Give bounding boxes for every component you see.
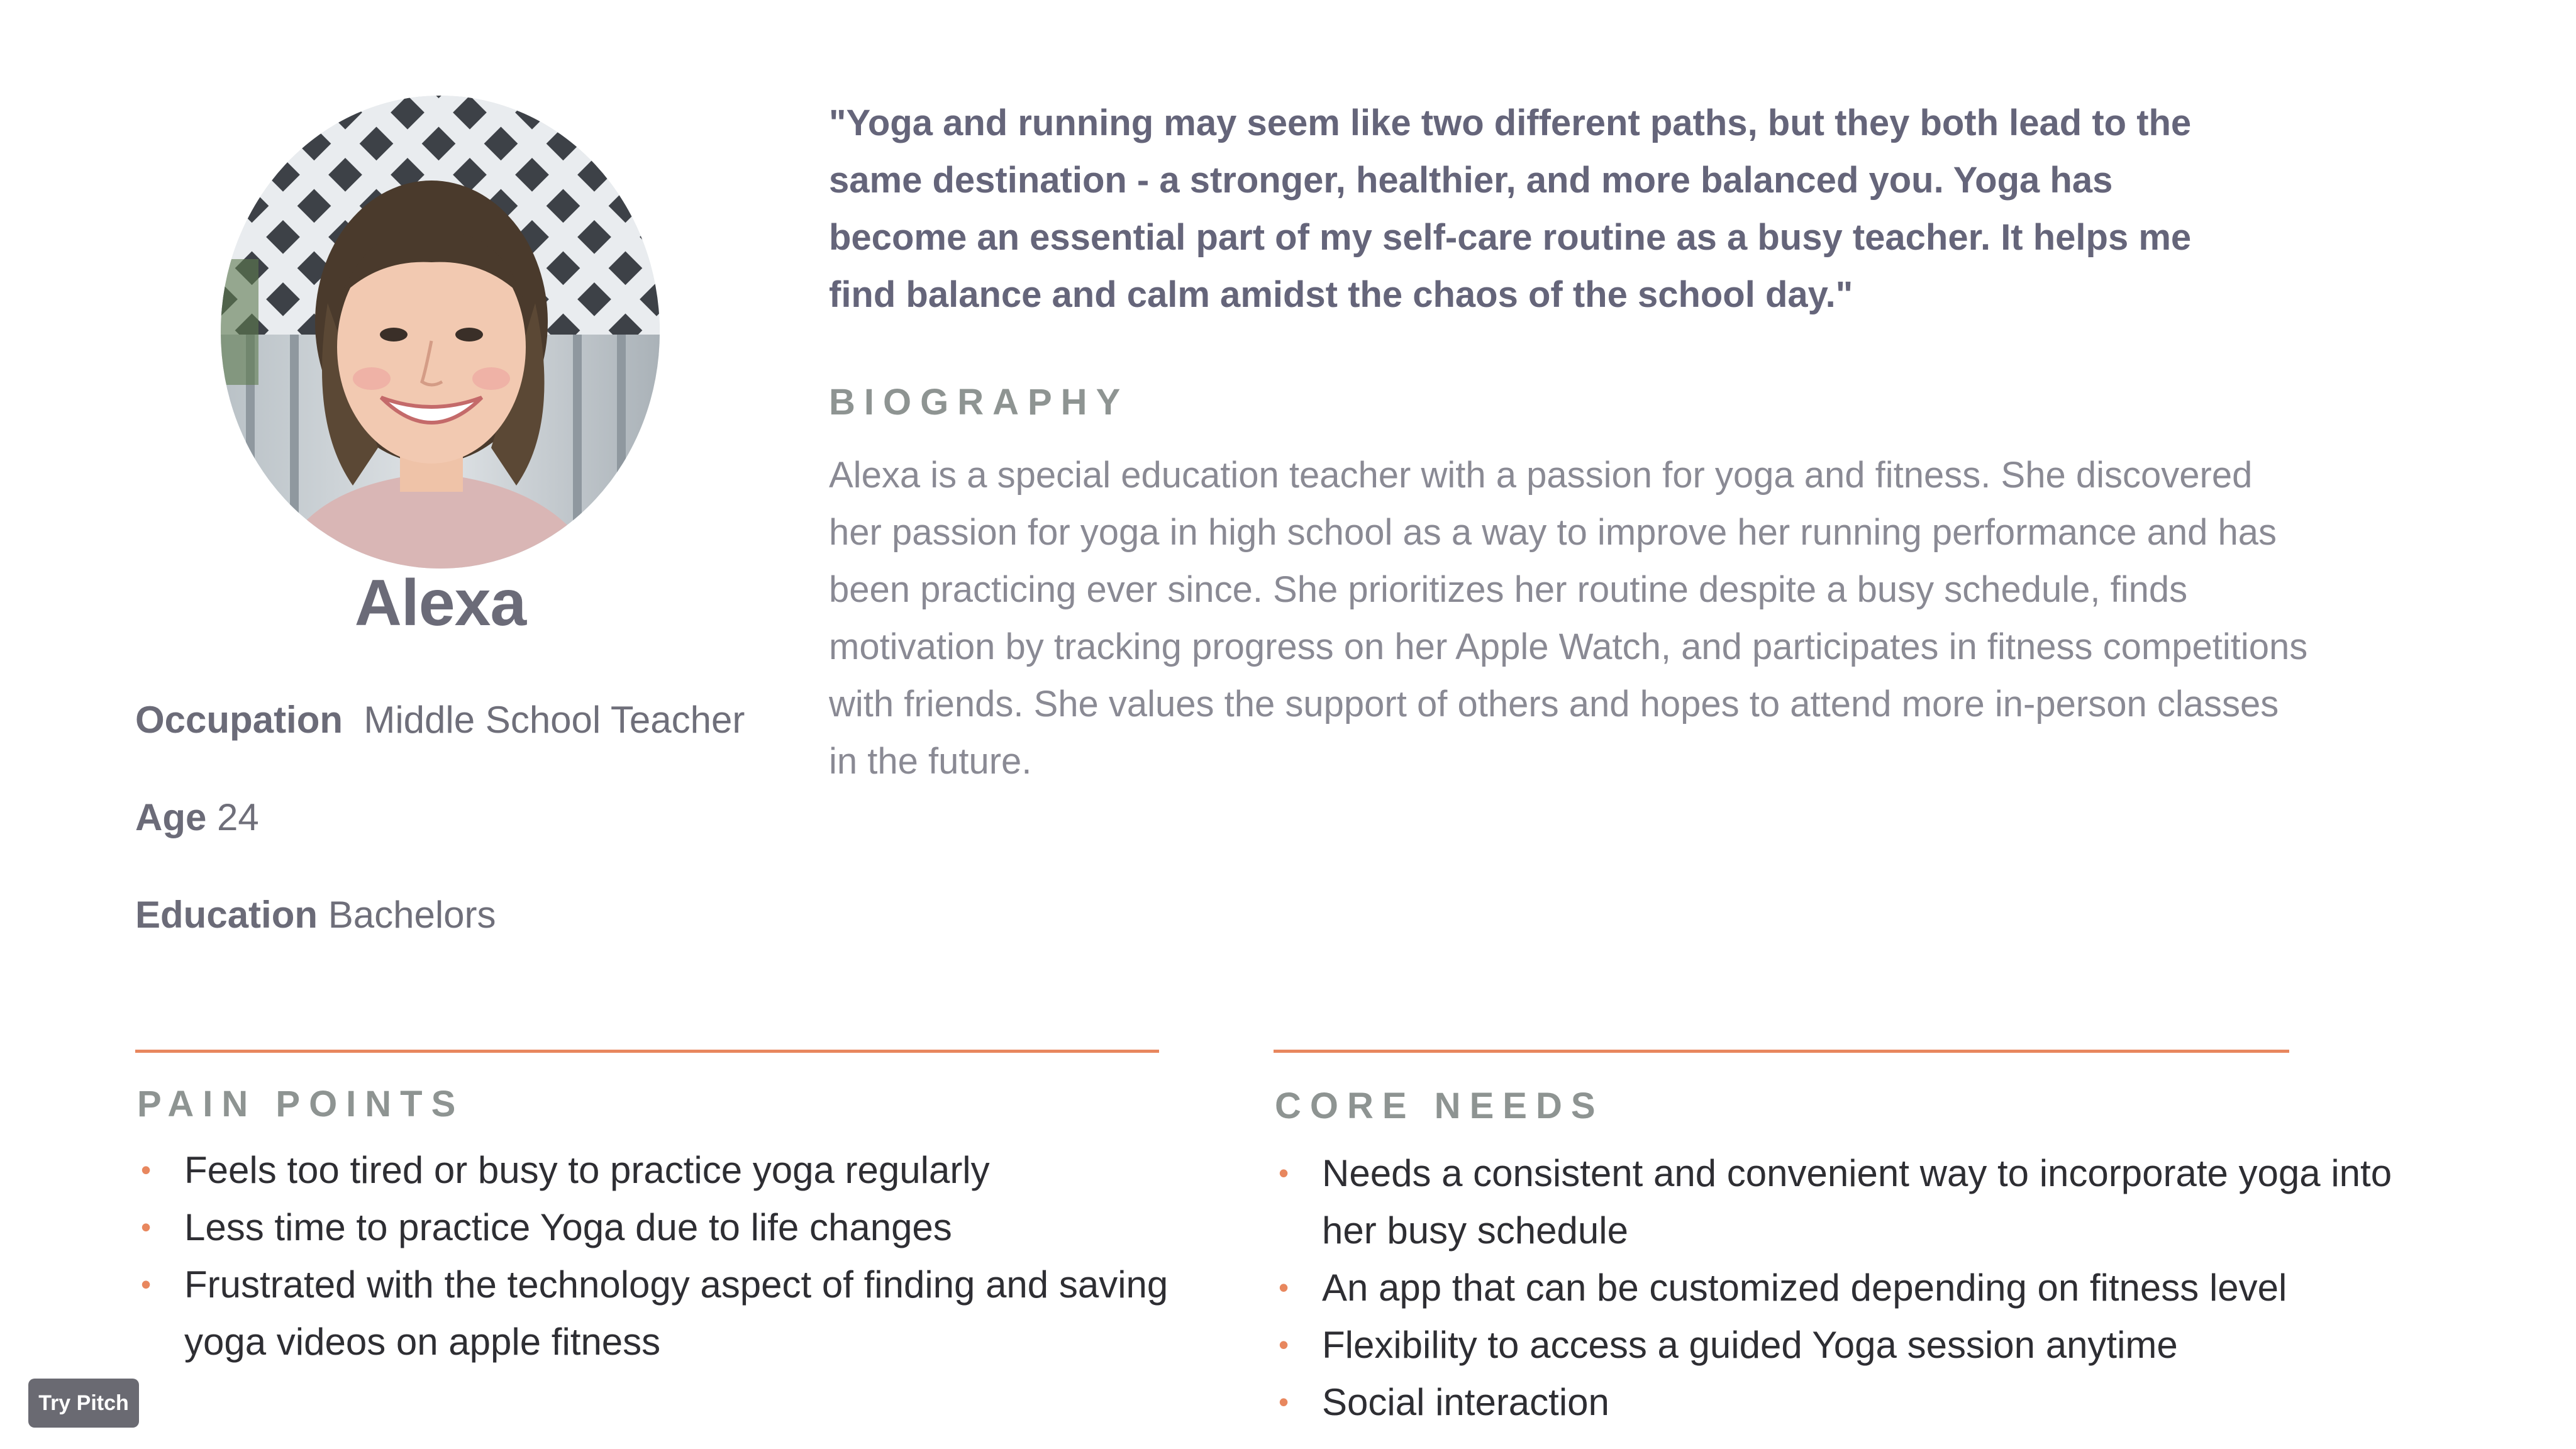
list-item [137,1256,1169,1370]
persona-photo [221,96,660,569]
list-item-text: Less time to practice Yoga due to life changes [184,1206,952,1248]
persona-name: Alexa [354,567,526,640]
list-item [1275,1316,2419,1374]
occupation-label: Occupation [135,699,343,741]
try-pitch-button[interactable]: Try Pitch [28,1379,139,1428]
core-needs-heading: CORE NEEDS [1275,1085,1604,1126]
core-needs-divider [1274,1050,2289,1053]
age-row [135,796,259,839]
bullet-icon: • [1279,1385,1289,1418]
person-photo-icon [221,96,660,569]
education-row [135,893,496,936]
bullet-icon: • [1279,1328,1289,1361]
list-item [1275,1145,2419,1259]
biography-heading: BIOGRAPHY [829,382,1130,423]
age-label: Age [135,796,207,838]
pain-points-heading: PAIN POINTS [137,1084,465,1124]
pain-points-divider [135,1050,1159,1053]
biography-text: Alexa is a special education teacher with a passion for yoga and fitness. She discovered her passion for yoga in high school as a way to improve her running performance and has been practicing ever since. She prioritizes her routine despite a busy schedule, finds motivation by tracking progress on her Apple Watch, and participates in fitness competitions with friends. She values the support of others and hopes to attend more in-person classes in the future. [829,455,2308,782]
list-item-text: Frustrated with the technology aspect of finding and saving yoga videos on apple fitness [184,1263,1169,1363]
bullet-icon: • [141,1268,152,1301]
core-needs-list [1275,1145,2419,1431]
list-item [1275,1259,2419,1316]
list-item [1275,1374,2419,1431]
bullet-icon: • [1279,1271,1289,1304]
education-value: Bachelors [328,894,496,936]
occupation-row [135,698,745,741]
education-label: Education [135,894,318,936]
bullet-icon: • [141,1211,152,1243]
list-item-text: Social interaction [1322,1381,1609,1423]
list-item-text: Flexibility to access a guided Yoga session anytime [1322,1324,2178,1366]
list-item-text: Feels too tired or busy to practice yoga regularly [184,1149,990,1191]
pain-points-list [137,1141,1169,1370]
persona-quote: "Yoga and running may seem like two different paths, but they both lead to the same destination - a stronger, healthier, and more balanced you. Yoga has become an essential part of my self-care routine as a busy teacher. It helps me find balance and calm amidst the chaos of the school day." [829,103,2192,315]
bullet-icon: • [141,1153,152,1186]
occupation-value: Middle School Teacher [364,699,745,741]
list-item-text: An app that can be customized depending on fitness level [1322,1267,2287,1309]
list-item-text: Needs a consistent and convenient way to incorporate yoga into her busy schedule [1322,1152,2392,1252]
list-item [137,1199,1169,1256]
list-item [137,1141,1169,1199]
bullet-icon: • [1279,1157,1289,1189]
age-value: 24 [217,796,259,838]
